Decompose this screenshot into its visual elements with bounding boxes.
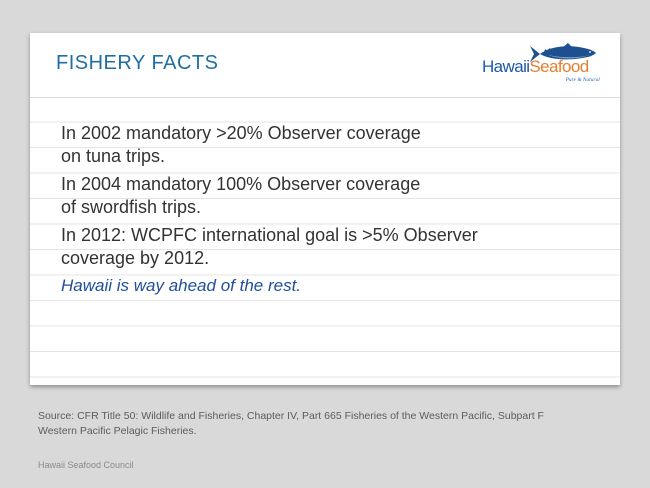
fact-line: In 2012: WCPFC international goal is >5% Observer [61, 225, 478, 245]
fact-item [61, 224, 601, 269]
logo-wordmark [482, 57, 589, 77]
logo-tagline: Pure & Natural [565, 78, 600, 83]
fact-line: In 2002 mandatory >20% Observer coverage [61, 123, 421, 143]
logo-brand-hawaii: Hawaii [482, 57, 530, 76]
emphasis-statement: Hawaii is way ahead of the rest. [61, 276, 302, 295]
source-line: Source: CFR Title 50: Wildlife and Fisheries, Chapter IV, Part 665 Fisheries of the Western Pacific, Subpart F [38, 410, 544, 422]
fact-line: coverage by 2012. [61, 247, 210, 268]
hawaii-seafood-logo [482, 43, 608, 91]
slide-header [30, 33, 620, 98]
footer-organization: Hawaii Seafood Council [38, 460, 134, 470]
fact-list [61, 122, 601, 297]
fact-item [61, 122, 601, 167]
source-line: Western Pacific Pelagic Fisheries. [38, 425, 197, 437]
fact-line: of swordfish trips. [61, 196, 202, 217]
slide-title: FISHERY FACTS [56, 52, 219, 74]
fact-line: In 2004 mandatory 100% Observer coverage [61, 174, 421, 194]
source-citation [38, 409, 628, 439]
fact-item [61, 173, 601, 218]
slide-card [30, 33, 620, 385]
fact-line: on tuna trips. [61, 145, 166, 166]
logo-brand-seafood: Seafood [529, 57, 589, 76]
